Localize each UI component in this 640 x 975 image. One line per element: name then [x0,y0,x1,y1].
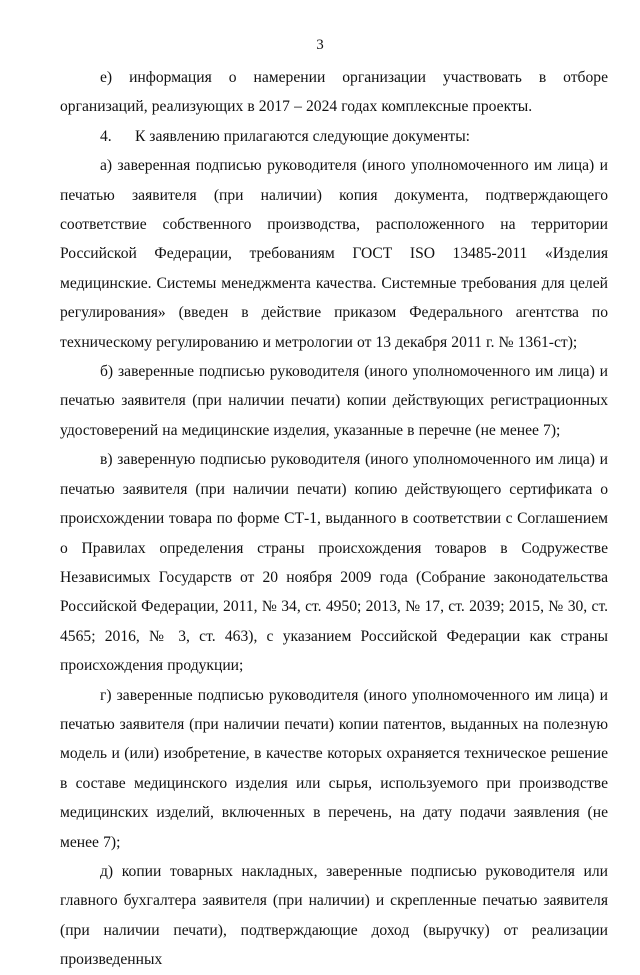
paragraph-item-a: а) заверенная подписью руководителя (иного уполномоченного им лица) и печатью заявителя (при наличии) копия документа, подтверждающего соответствие собственного производства, расположенного на территории Российской Федерации, требованиям ГОСТ ISO 13485-2011 «Изделия медицинские. Системы менеджмента качества. Системные требования для целей регулирования» (введен в действие приказом Федерального агентства по техническому регулированию и метрологии от 13 декабря 2011 г. № 1361-ст); [60,157,608,351]
paragraph-item-b: б) заверенные подписью руководителя (иного уполномоченного им лица) и печатью заявителя (при наличии печати) копии действующих регистрационных удостоверений на медицинские изделия, указанные в перечне (не менее 7); [60,363,608,439]
paragraph-item-g: г) заверенные подписью руководителя (иного уполномоченного им лица) и печатью заявителя (при наличии печати) копии патентов, выданных на полезную модель и (или) изобретение, в качестве которых охраняется техническое решение в составе медицинского изделия или сырья, используемого при производстве медицинских изделий, включенных в перечень, на дату подачи заявления (не менее 7); [60,686,608,851]
section-number: 4. [100,127,112,145]
page-number: 3 [316,37,324,53]
paragraph-item-e: е) информация о намерении организации участвовать в отборе организаций, реализующих в 2017 – 2024 годах комплексные проекты. [60,69,608,116]
paragraph-item-d: д) копии товарных накладных, заверенные подписью руководителя или главного бухгалтера заявителя (при наличии) и скрепленные печатью заявителя (при наличии печати), подтверждающие доход (выручку) от реализации произведенных [60,862,608,969]
paragraph-item-v: в) заверенную подписью руководителя (иного уполномоченного им лица) и печатью заявителя (при наличии печати) копию действующего сертификата о происхождении товара по форме СТ-1, выданного в соответствии с Соглашением о Правилах определения страны происхождения товаров в Содружестве Независимых Государств от 20 ноября 2009 года (Собрание законодательства Российской Федерации, 2011, № 34, ст. 4950; 2013, № 17, ст. 2039; 2015, № 30, ст. 4565; 2016, № 3, ст. 463), с указанием Российской Федерации как страны происхождения продукции; [60,451,608,675]
paragraph-section-4 [60,122,608,151]
document-body [60,63,608,975]
section-4-text: К заявлению прилагаются следующие документы: [135,127,471,145]
